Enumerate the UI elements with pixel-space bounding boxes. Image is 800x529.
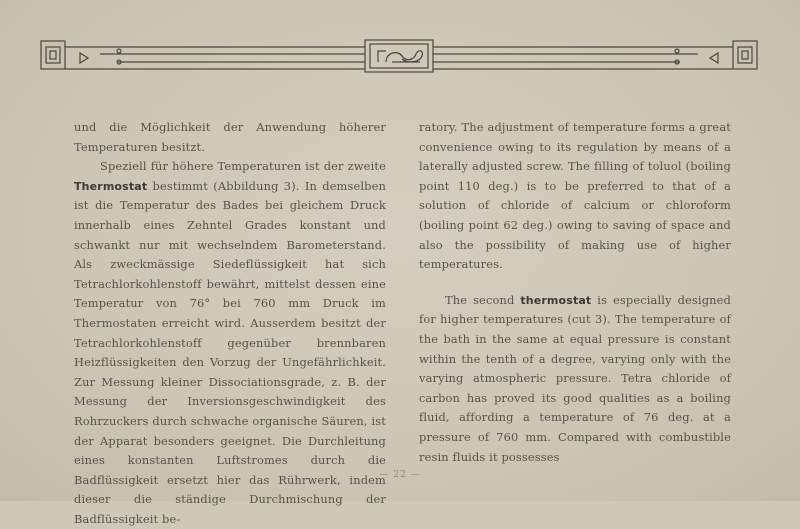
decorative-header-border <box>40 38 760 74</box>
paragraph: ratory. The adjustment of temperature forms a great convenience owing to its regulation by means of a laterally adjusted screw. The filling of toluol (boiling point 110 deg.) is to be preferred to that of a solution of chloride of calcium or chloroform (boiling point 62 deg.) owing to saving of space and also the possibility of making use of higher temperatures. <box>419 120 731 272</box>
bold-term: Thermostat <box>74 179 148 193</box>
right-text-column <box>419 118 731 467</box>
left-text-column <box>74 118 386 529</box>
paragraph: Speziell für höhere Temperaturen ist der zweite Thermostat bestimmt (Abbildung 3). In demselben ist die Temperatur des Bades bei gleichem Druck innerhalb eines Zehntel Grades konstant und schwankt nur mit wechselndem Barometerstand. Als zweckmässige Siedeflüssigkeit hat sich Tetrachlorkohlenstoff bewährt, mittelst dessen eine Temperatur von 76° bei 760 mm Druck im Thermostaten erreicht wird. Ausserdem besitzt der Tetrachlorkohlenstoff gegenüber brennbaren Heizflüssigkeiten den Vorzug der Ungefährlichkeit. Zur Messung kleiner Dissociationsgrade, z. B. der Messung der Inversionsgeschwindigkeit des Rohrzuckers durch schwache organische Säuren, ist der Apparat besonders geeignet. Die Durchleitung eines konstanten Luftstromes durch die Badflüssigkeit ersetzt hier das Rührwerk, indem dieser die ständige Durchmischung der Badflüssigkeit be- <box>74 159 386 526</box>
paragraph: The second thermostat is especially designed for higher temperatures (cut 3). The temperature of the bath in the same at equal pressure is constant within the tenth of a degree, varying only with the varying atmospheric pressure. Tetra chloride of carbon has proved its good qualities as a boiling fluid, affording a temperature of 76 deg. at a pressure of 760 mm. Compared with combustible resin fluids it possesses <box>419 292 731 464</box>
bold-term: thermostat <box>520 293 592 307</box>
center-emblem-ornament <box>365 40 433 72</box>
page-number: — 22 — <box>379 470 421 480</box>
paragraph: und die Möglichkeit der Anwendung höherer Temperaturen besitzt. <box>74 120 386 154</box>
right-triangle-ornament <box>710 53 718 63</box>
right-square-ornament <box>733 41 757 69</box>
left-square-ornament <box>41 41 65 69</box>
left-triangle-ornament <box>80 53 88 63</box>
